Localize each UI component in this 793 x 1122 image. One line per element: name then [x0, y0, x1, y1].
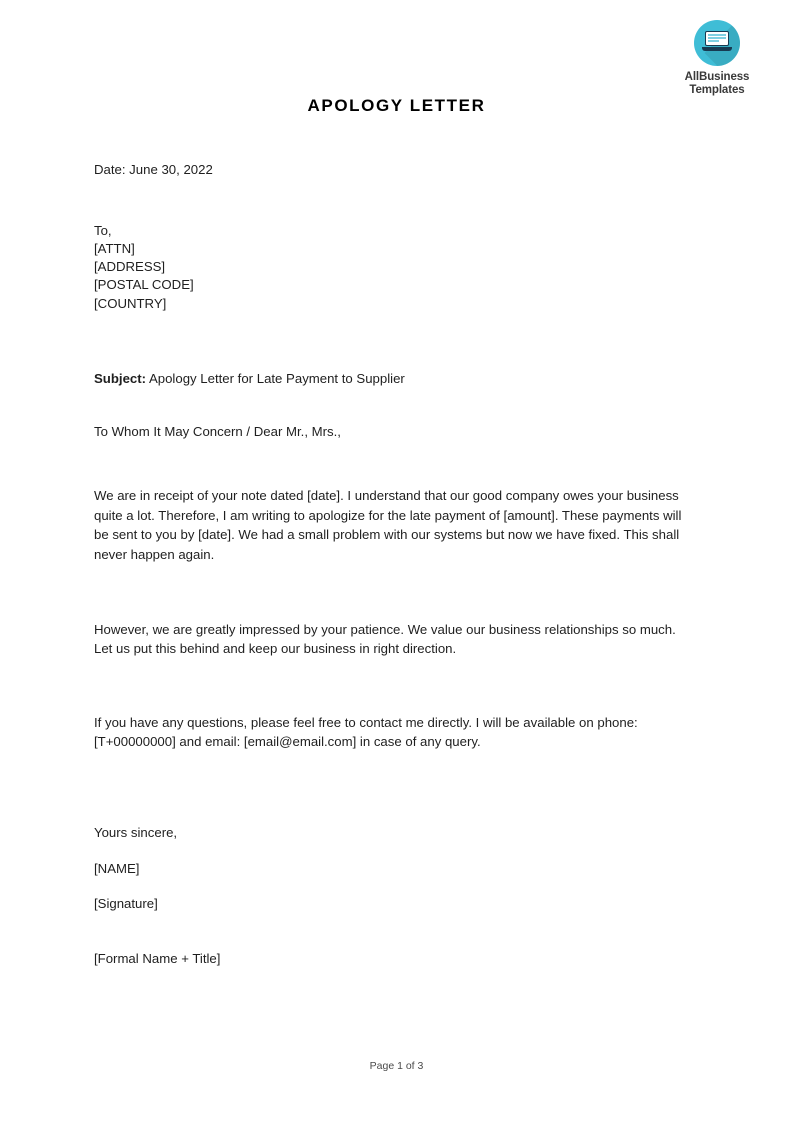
laptop-glyph [702, 31, 732, 51]
brand-name-line2: Templates [689, 84, 745, 96]
recipient-postal-code: [POSTAL CODE] [94, 277, 194, 293]
signer-name: [NAME] [94, 860, 140, 876]
signer-formal-name-title: [Formal Name + Title] [94, 950, 221, 966]
brand-name [669, 71, 765, 97]
recipient-attn: [ATTN] [94, 240, 135, 256]
body-paragraph-2: However, we are greatly impressed by your patience. We value our business relationships so much. Let us put this behind and keep our business in right direction. [94, 621, 676, 657]
recipient-to-label: To, [94, 222, 112, 238]
valediction: Yours sincere, [94, 825, 178, 841]
page-title: APOLOGY LETTER [307, 96, 486, 115]
body-paragraph-3: If you have any questions, please feel free to contact me directly. I will be available on phone: [T+00000000] and email: [email@email.com] in case of any query. [94, 714, 638, 750]
laptop-screen [705, 31, 729, 46]
date-line: Date: June 30, 2022 [94, 162, 213, 177]
recipient-country: [COUNTRY] [94, 295, 167, 311]
letter-body [94, 160, 694, 968]
page-footer: Page 1 of 3 [369, 1060, 424, 1072]
laptop-screen-line [708, 34, 726, 36]
recipient-address: [ADDRESS] [94, 259, 166, 275]
subject-label: Subject: [94, 371, 147, 387]
brand-logo [669, 20, 765, 97]
salutation: To Whom It May Concern / Dear Mr., Mrs., [94, 423, 341, 439]
laptop-base [702, 47, 732, 51]
laptop-screen-line [708, 40, 719, 42]
signature-placeholder: [Signature] [94, 896, 158, 912]
laptop-screen-line [708, 37, 726, 39]
subject-line [94, 313, 694, 389]
brand-name-line1: AllBusiness [684, 71, 750, 83]
subject-value: Apology Letter for Late Payment to Supplier [148, 371, 405, 387]
laptop-icon [694, 20, 740, 66]
recipient-address-block [94, 180, 694, 313]
body-paragraph-1: We are in receipt of your note dated [date]. I understand that our good company owes your business quite a lot. Therefore, I am writing to apologize for the late payment of [amount]. These payments will be sent to you by [date]. We had a small problem with our systems but now we have fixed. This shall never happen again. [94, 488, 682, 563]
